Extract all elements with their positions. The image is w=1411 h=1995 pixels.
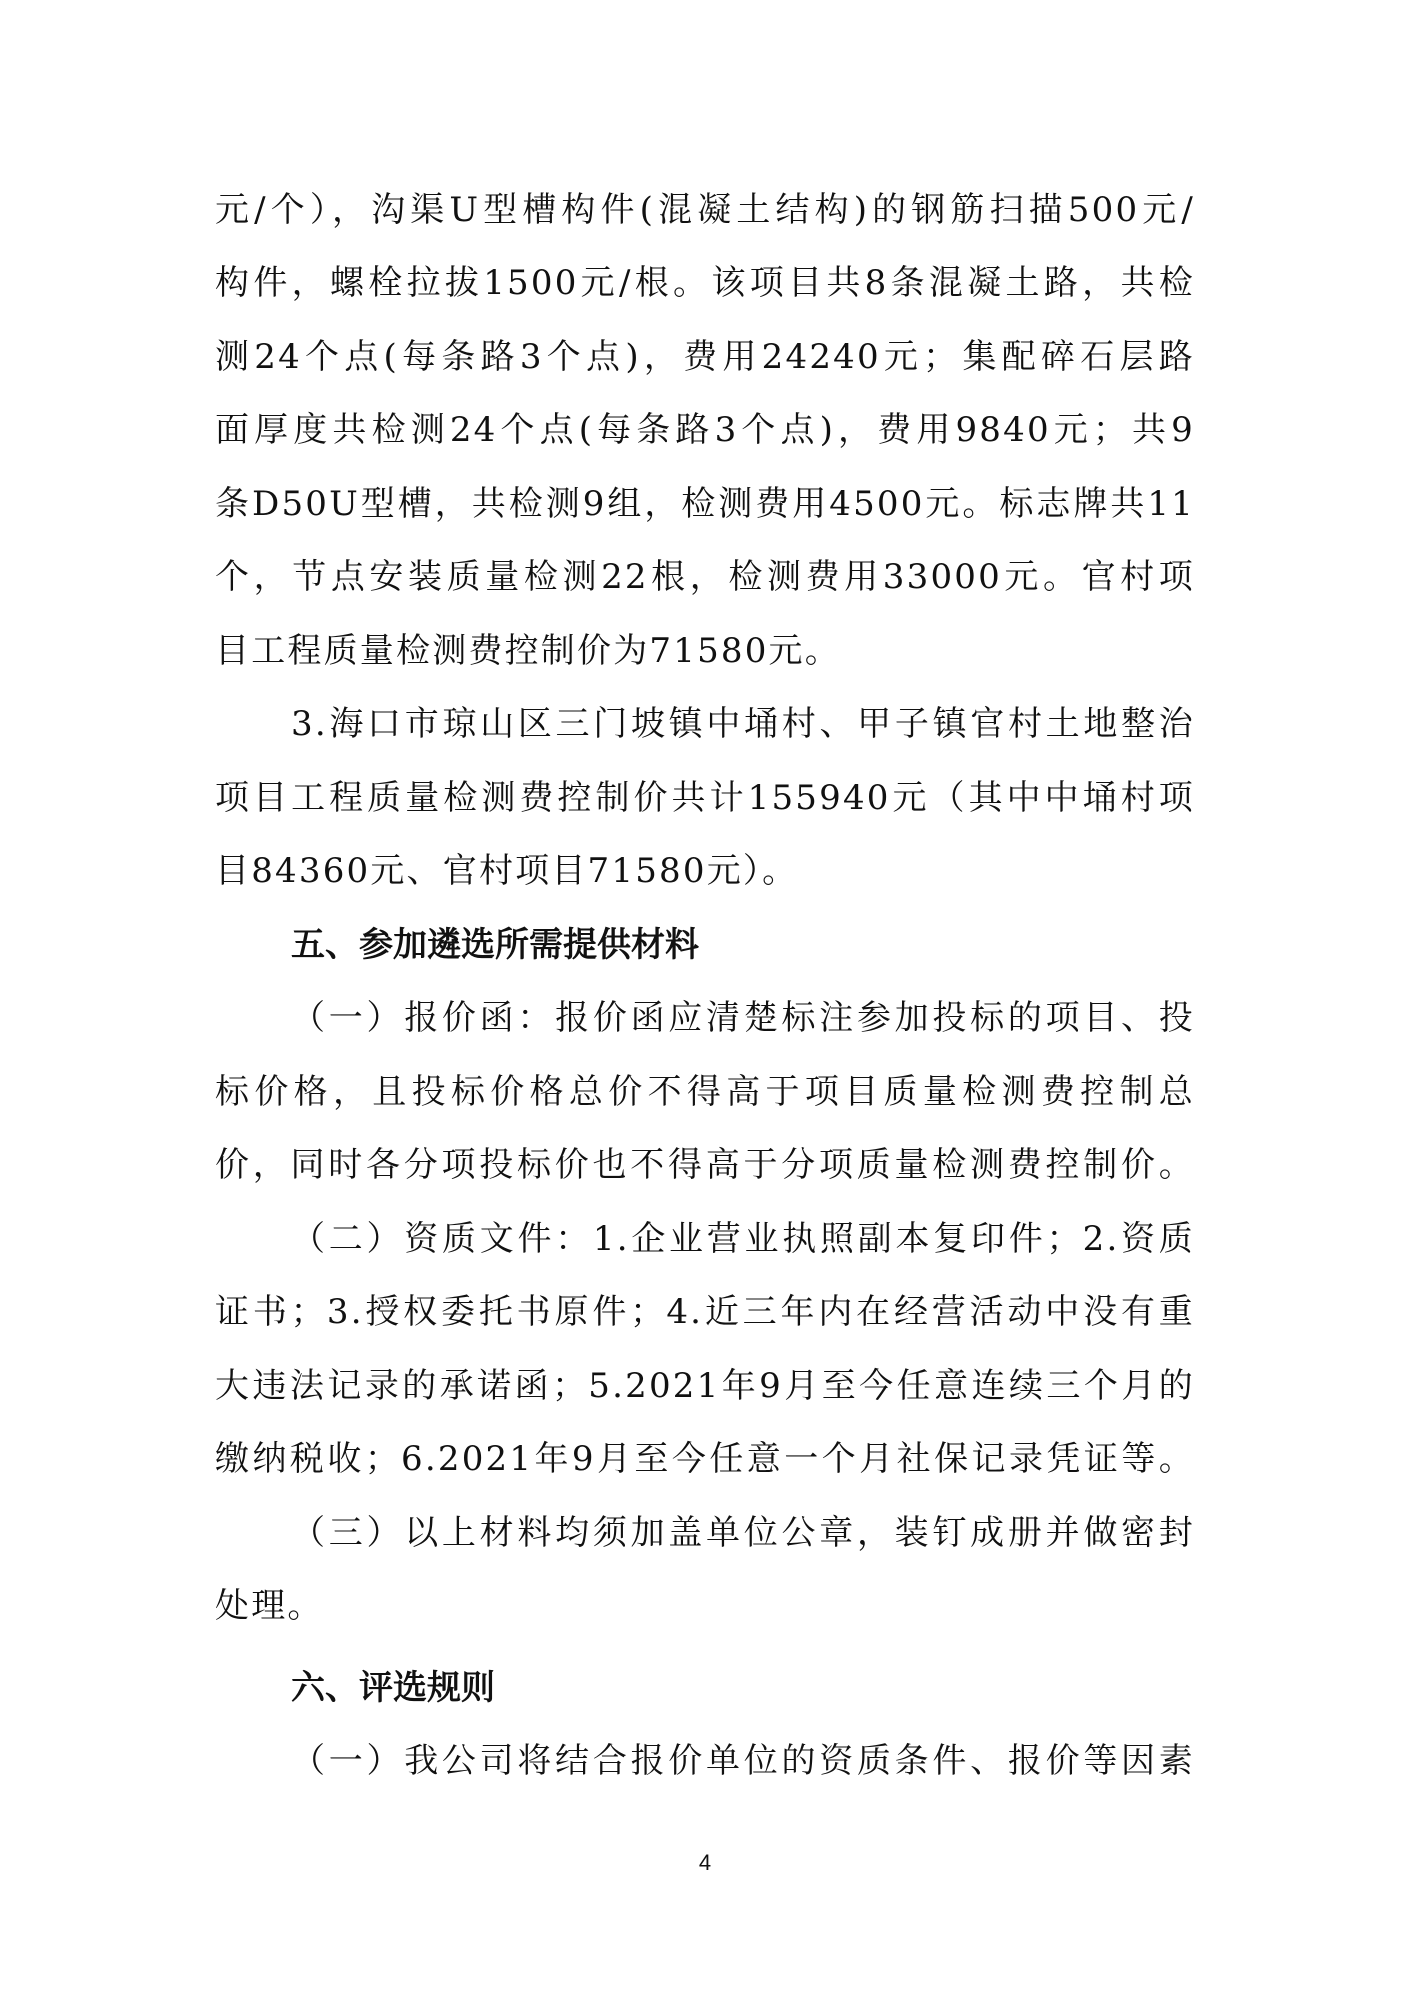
paragraph-line: 构件，螺栓拉拔1500元/根。该项目共8条混凝土路，共检 [215, 263, 1195, 303]
paragraph-line: 大违法记录的承诺函；5.2021年9月至今任意连续三个月的 [215, 1366, 1195, 1406]
paragraph-line: （二）资质文件：1.企业营业执照副本复印件；2.资质 [291, 1219, 1195, 1259]
paragraph-line: （一）我公司将结合报价单位的资质条件、报价等因素 [291, 1741, 1195, 1781]
paragraph-line: 面厚度共检测24个点(每条路3个点)，费用9840元；共9 [215, 410, 1195, 450]
section-heading: 六、评选规则 [291, 1668, 495, 1708]
paragraph-line: 证书；3.授权委托书原件；4.近三年内在经营活动中没有重 [215, 1292, 1195, 1332]
paragraph-line: 元/个），沟渠U型槽构件(混凝土结构)的钢筋扫描500元/ [215, 190, 1195, 230]
paragraph-line: 处理。 [215, 1586, 324, 1626]
paragraph-line: 3.海口市琼山区三门坡镇中埇村、甲子镇官村土地整治 [291, 704, 1195, 744]
paragraph-line: 项目工程质量检测费控制价共计155940元（其中中埇村项 [215, 778, 1195, 818]
section-heading: 五、参加遴选所需提供材料 [291, 925, 699, 965]
paragraph-line: （三）以上材料均须加盖单位公章，装钉成册并做密封 [291, 1513, 1195, 1553]
paragraph-line: 目84360元、官村项目71580元）。 [215, 851, 799, 891]
paragraph-line: 个，节点安装质量检测22根，检测费用33000元。官村项 [215, 557, 1195, 597]
paragraph-line: （一）报价函：报价函应清楚标注参加投标的项目、投 [291, 998, 1195, 1038]
paragraph-line: 测24个点(每条路3个点)，费用24240元；集配碎石层路 [215, 337, 1195, 377]
page-number: 4 [698, 1850, 712, 1875]
paragraph-line: 价，同时各分项投标价也不得高于分项质量检测费控制价。 [215, 1145, 1195, 1185]
paragraph-line: 目工程质量检测费控制价为71580元。 [215, 631, 841, 671]
paragraph-line: 缴纳税收；6.2021年9月至今任意一个月社保记录凭证等。 [215, 1439, 1195, 1479]
paragraph-line: 条D50U型槽，共检测9组，检测费用4500元。标志牌共11 [215, 484, 1195, 524]
paragraph-line: 标价格，且投标价格总价不得高于项目质量检测费控制总 [215, 1072, 1195, 1112]
